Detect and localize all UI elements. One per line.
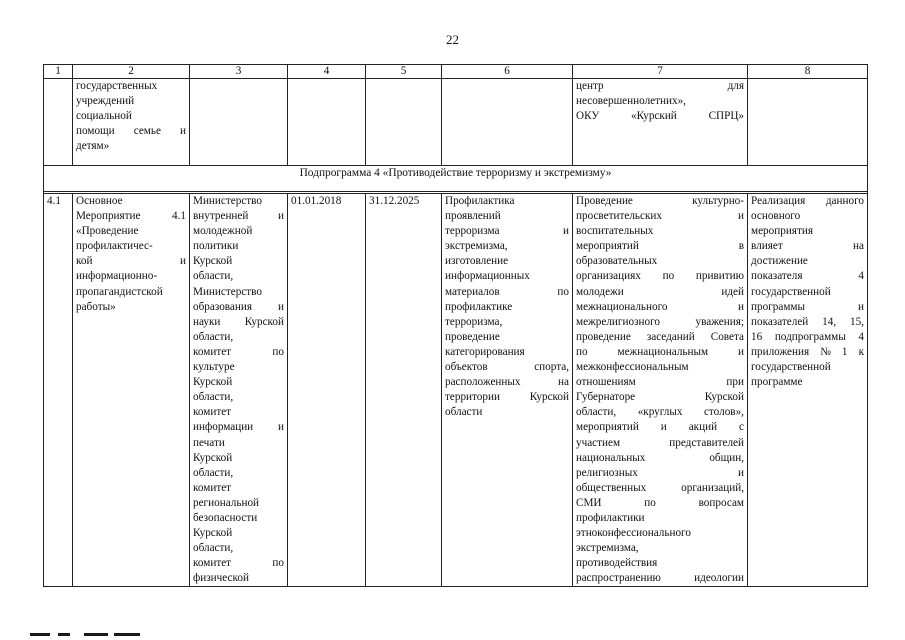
cell-line: комитет по [193, 345, 284, 358]
header-col-1: 1 [44, 65, 73, 79]
cell-line: области, [193, 391, 234, 404]
cell-line: экстремизма, [445, 240, 508, 253]
header-row [44, 65, 868, 79]
cell-line: общественных организаций, [576, 481, 744, 494]
cell-line: помощи семье и [76, 125, 186, 138]
main-measure-text [76, 194, 186, 315]
cell-line: культуре [193, 361, 235, 374]
cell-line: области, [193, 542, 234, 555]
cell-line: Губернаторе Курской [576, 391, 744, 404]
cell-line: изготовление [445, 255, 509, 268]
cell-line: области, [193, 270, 234, 283]
indicator-link-text [751, 194, 864, 390]
cell-indicator-link [748, 194, 868, 587]
cell-line: информации и [193, 421, 284, 434]
header-col-8: 8 [748, 65, 868, 79]
cell-line: области, [193, 330, 234, 343]
cell-line: области, [193, 466, 234, 479]
cell-line: религиозных и [576, 466, 744, 479]
cell-line: детям» [76, 140, 110, 153]
cell-line: центр для [576, 80, 744, 92]
cell-line: Курской [193, 527, 233, 540]
cell-line: несовершеннолетних», [576, 95, 686, 108]
cell-line: материалов по [445, 285, 569, 298]
cell-line: приложения № 1 к [751, 345, 864, 358]
cell-line: Министерство [193, 195, 262, 207]
cell-line: программе [751, 376, 803, 389]
cell-number [44, 79, 73, 166]
cell-line: терроризма и [445, 225, 569, 238]
subprogram-title: Подпрограмма 4 «Противодействие терроризму и экстремизму» [44, 166, 868, 192]
cell-line: Основное [76, 195, 123, 207]
cell-line: проведение заседаний Совета [576, 330, 744, 343]
cell-line: физической [193, 572, 249, 585]
cell-line: кой и [76, 255, 186, 268]
cell-line: молодежи идей [576, 285, 744, 298]
cell-line: социальной [76, 110, 132, 123]
header-col-7: 7 [573, 65, 748, 79]
cell-line: проявлений [445, 210, 501, 223]
cell-line: мероприятий в [576, 240, 744, 253]
cell-line: комитет [193, 481, 232, 494]
cell-line: отношениям при [576, 376, 744, 389]
header-col-6: 6 [442, 65, 573, 79]
subprogram-row [44, 166, 868, 192]
cell-line: противодействия [576, 557, 658, 570]
cell-executors [190, 194, 288, 587]
cell-line: программы и [751, 300, 864, 313]
cell-line: области, «круглых столов», [576, 406, 744, 419]
executors-text [193, 194, 284, 586]
scan-artifact [30, 633, 50, 636]
cell-line: государственной [751, 361, 831, 374]
scan-artifact [84, 633, 108, 636]
cell-line: Проведение культурно- [576, 195, 744, 207]
cell-measure-continued [73, 79, 190, 166]
table-row-4-1 [44, 194, 868, 587]
cell-line: политики [193, 240, 239, 253]
cell-line: Мероприятие 4.1 [76, 210, 186, 223]
cell-line: мероприятия [751, 225, 813, 238]
cell-line: науки Курской [193, 315, 284, 328]
cell-line: межконфессиональным [576, 361, 689, 374]
cell-line: государственных [76, 80, 158, 92]
cell-line: информационных [445, 270, 530, 283]
cell-end-date: 31.12.2025 [366, 194, 442, 587]
measure-text [76, 79, 186, 154]
cell-line: профилактичес- [76, 240, 153, 253]
cell-line: молодежной [193, 225, 253, 238]
page-number: 22 [446, 32, 459, 47]
cell-line: этноконфессионального [576, 527, 691, 540]
cell-line: комитет [193, 406, 232, 419]
cell-line: профилактике [445, 300, 513, 313]
cell-line: безопасности [193, 511, 258, 524]
cell-executor [190, 79, 288, 166]
header-col-3: 3 [190, 65, 288, 79]
header-col-4: 4 [288, 65, 366, 79]
header-col-5: 5 [366, 65, 442, 79]
cell-line: 16 подпрограммы 4 [751, 330, 864, 343]
cell-start-date: 01.01.2018 [288, 194, 366, 587]
cell-line: Реализация данного [751, 195, 864, 207]
cell-end [366, 79, 442, 166]
cell-line: работы» [76, 300, 116, 313]
cell-line: объектов спорта, [445, 361, 569, 374]
cell-line: региональной [193, 496, 260, 509]
cell-line: «Проведение [76, 225, 139, 238]
cell-content-continued [573, 79, 748, 166]
cell-line: образовательных [576, 255, 658, 268]
cell-line: печати [193, 436, 225, 449]
cell-line: информационно- [76, 270, 158, 283]
cell-line: основного [751, 210, 801, 223]
scan-artifact [114, 633, 140, 636]
cell-line: показателя 4 [751, 270, 864, 283]
cell-line: организациях по привитию [576, 270, 744, 283]
cell-line: области [445, 406, 483, 419]
cell-line: распространению идеологии [576, 572, 744, 585]
content-text [576, 79, 744, 124]
cell-line: по межнациональным и [576, 345, 744, 358]
cell-line: государственной [751, 285, 831, 298]
cell-line: внутренней и [193, 210, 284, 223]
cell-line: Министерство [193, 285, 262, 298]
cell-link [748, 79, 868, 166]
cell-line: национальных общин, [576, 451, 744, 464]
cell-line: межрелигиозного уважения; [576, 315, 744, 328]
expected-result-text [445, 194, 569, 420]
cell-line: Курской [193, 255, 233, 268]
cell-line: воспитательных [576, 225, 654, 238]
cell-main-directions [573, 194, 748, 587]
cell-line: СМИ по вопросам [576, 496, 744, 509]
header-col-2: 2 [73, 65, 190, 79]
cell-expected-result [442, 194, 573, 587]
cell-line: мероприятий и акций с [576, 421, 744, 434]
cell-main-measure [73, 194, 190, 587]
cell-line: пропагандистской [76, 285, 163, 298]
cell-line: Курской [193, 376, 233, 389]
cell-row-number: 4.1 [44, 194, 73, 587]
cell-line: достижение [751, 255, 808, 268]
cell-line: учреждений [76, 95, 135, 108]
cell-line: территории Курской [445, 391, 569, 404]
cell-line: Профилактика [445, 195, 515, 207]
scan-artifact [58, 633, 70, 636]
cell-line: межнационального и [576, 300, 744, 313]
cell-line: расположенных на [445, 376, 569, 389]
measures-table [43, 64, 868, 587]
cell-line: профилактики [576, 511, 645, 524]
cell-line: комитет по [193, 557, 284, 570]
cell-line: Курской [193, 451, 233, 464]
cell-line: образования и [193, 300, 284, 313]
cell-line: участием представителей [576, 436, 744, 449]
cell-line: влияет на [751, 240, 864, 253]
cell-start [288, 79, 366, 166]
cell-line: проведение [445, 330, 500, 343]
cell-line: терроризма, [445, 315, 503, 328]
cell-result [442, 79, 573, 166]
cell-line: ОКУ «Курский СПРЦ» [576, 110, 744, 123]
cell-line: экстремизма, [576, 542, 639, 555]
cell-line: показателей 14, 15, [751, 315, 864, 328]
table-row-continuation [44, 79, 868, 166]
cell-line: просветительских и [576, 210, 744, 223]
main-directions-text [576, 194, 744, 586]
cell-line: категорирования [445, 345, 525, 358]
